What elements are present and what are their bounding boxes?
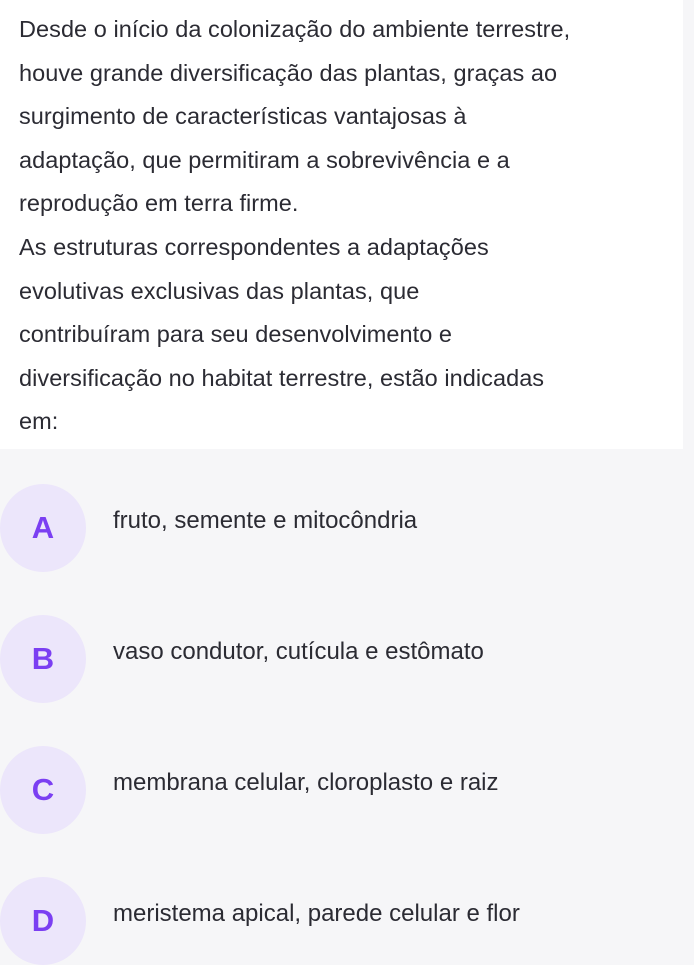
- question-prompt-paragraph: As estruturas correspondentes a adaptações evolutivas exclusivas das plantas, que contribuíram para seu desenvolvimento e diversificação no habitat terrestre, estão indicadas em:: [19, 233, 545, 435]
- answer-option-d[interactable]: [0, 877, 694, 965]
- option-letter-badge: C: [0, 746, 86, 834]
- option-text: vaso condutor, cutícula e estômato: [113, 638, 484, 665]
- answer-option-c[interactable]: [0, 746, 694, 834]
- option-letter-badge: D: [0, 877, 86, 965]
- option-text: membrana celular, cloroplasto e raiz: [113, 769, 499, 796]
- answer-option-a[interactable]: [0, 484, 694, 572]
- question-context-paragraph: Desde o início da colonização do ambiente terrestre, houve grande diversificação das plantas, graças ao surgimento de características vantajosas à adaptação, que permitiram a sobrevivência e a reprodução em terra firme.: [19, 16, 571, 217]
- option-letter-badge: A: [0, 484, 86, 572]
- option-text: meristema apical, parede celular e flor: [113, 900, 520, 927]
- question-card: [0, 0, 683, 449]
- option-letter-badge: B: [0, 615, 86, 703]
- answer-option-b[interactable]: [0, 615, 694, 703]
- option-text: fruto, semente e mitocôndria: [113, 507, 418, 534]
